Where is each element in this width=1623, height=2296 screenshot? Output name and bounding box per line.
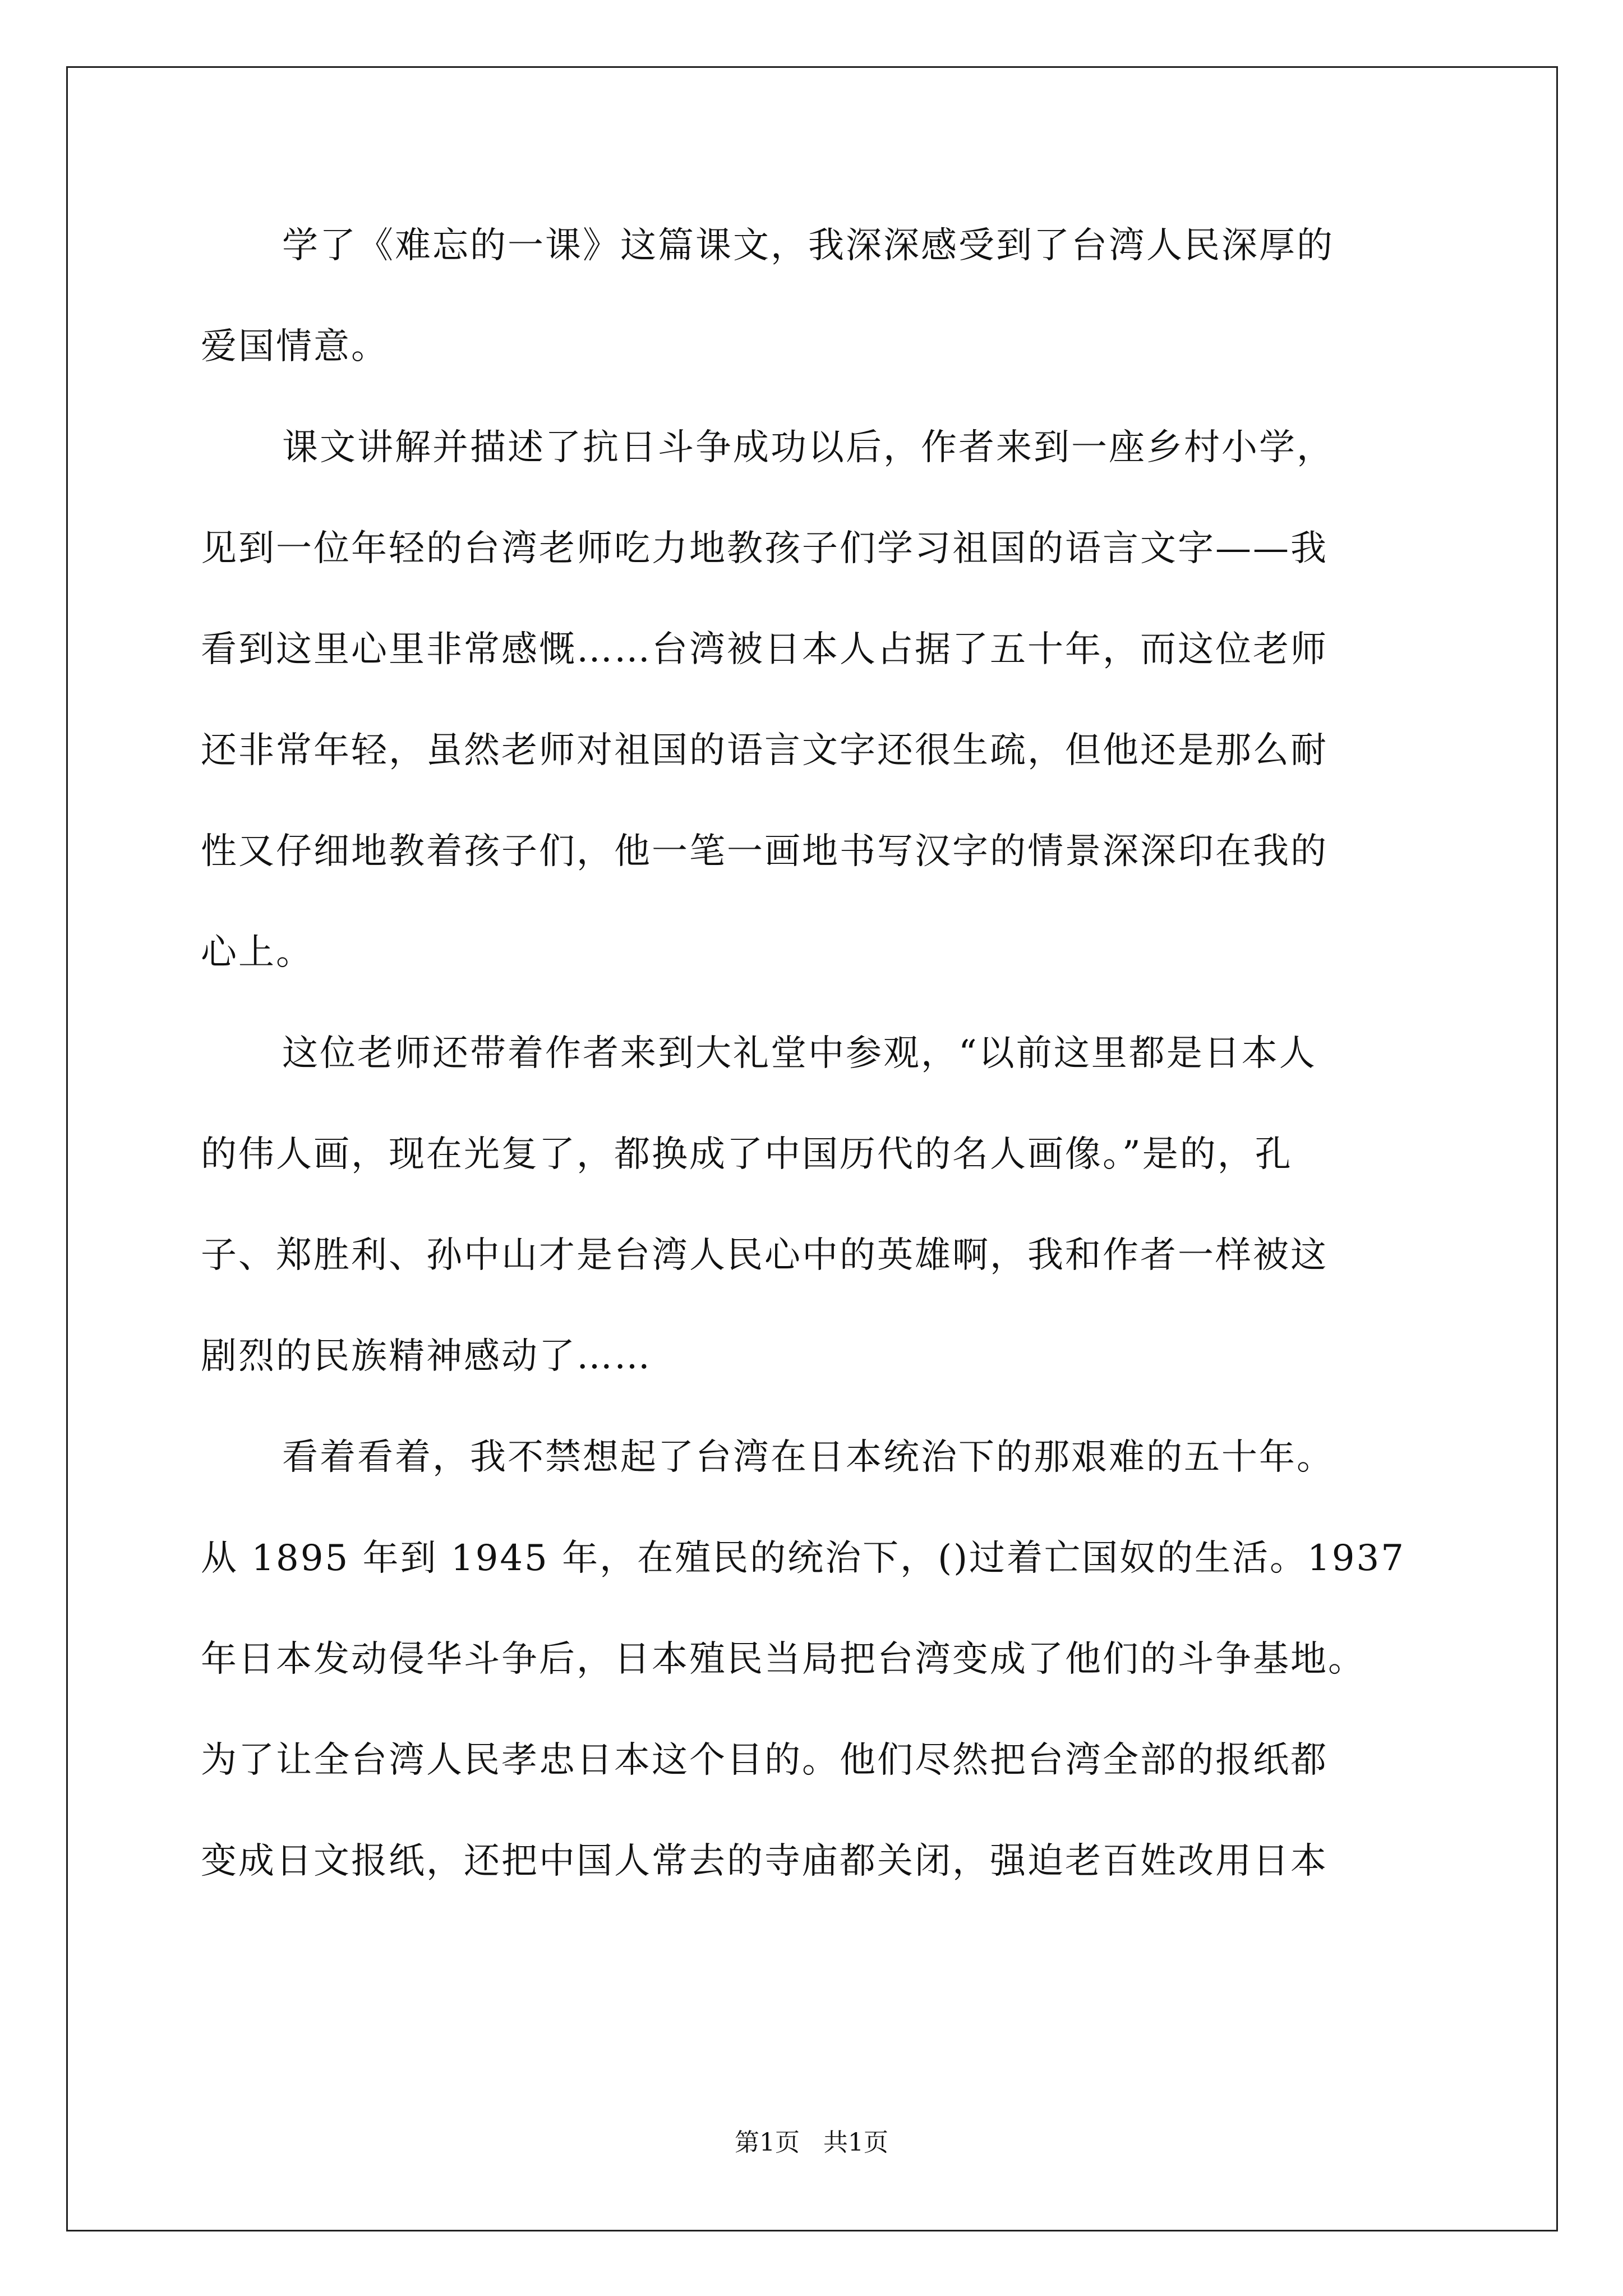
page-number: 第1页 (735, 2128, 800, 2157)
text-line: 看到这里心里非常感慨……台湾被日本人占据了五十年，而这位老师 (201, 629, 1328, 670)
text-line: 见到一位年轻的台湾老师吃力地教孩子们学习祖国的语言文字——我 (201, 528, 1328, 569)
text-line: 为了让全台湾人民孝忠日本这个目的。他们尽然把台湾全部的报纸都 (201, 1740, 1328, 1781)
text-line: 爱国情意。 (201, 326, 389, 367)
text-line: 年日本发动侵华斗争后，日本殖民当局把台湾变成了他们的斗争基地。 (201, 1639, 1366, 1680)
text-line: 子、郑胜利、孙中山才是台湾人民心中的英雄啊，我和作者一样被这 (201, 1235, 1328, 1276)
text-line: 性又仔细地教着孩子们，他一笔一画地书写汉字的情景深深印在我的 (201, 831, 1328, 872)
text-line: 还非常年轻，虽然老师对祖国的语言文字还很生疏，但他还是那么耐 (201, 730, 1328, 771)
text-line: 课文讲解并描述了抗日斗争成功以后，作者来到一座乡村小学， (282, 427, 1334, 468)
text-line: 剧烈的民族精神感动了…… (201, 1336, 652, 1377)
page-footer (0, 2126, 1623, 2160)
text-line: 的伟人画，现在光复了，都换成了中国历代的名人画像。”是的，孔 (201, 1134, 1293, 1175)
text-line: 心上。 (201, 932, 313, 973)
text-line: 变成日文报纸，还把中国人常去的寺庙都关闭，强迫老百姓改用日本 (201, 1841, 1328, 1882)
page-total: 共1页 (823, 2128, 888, 2157)
text-line: 从 1895 年到 1945 年，在殖民的统治下，()过着亡国奴的生活。1937 (201, 1538, 1405, 1579)
text-line: 看着看着，我不禁想起了台湾在日本统治下的那艰难的五十年。 (282, 1437, 1334, 1478)
text-line: 学了《难忘的一课》这篇课文，我深深感受到了台湾人民深厚的 (282, 225, 1334, 266)
text-line: 这位老师还带着作者来到大礼堂中参观，“以前这里都是日本人 (282, 1033, 1317, 1074)
